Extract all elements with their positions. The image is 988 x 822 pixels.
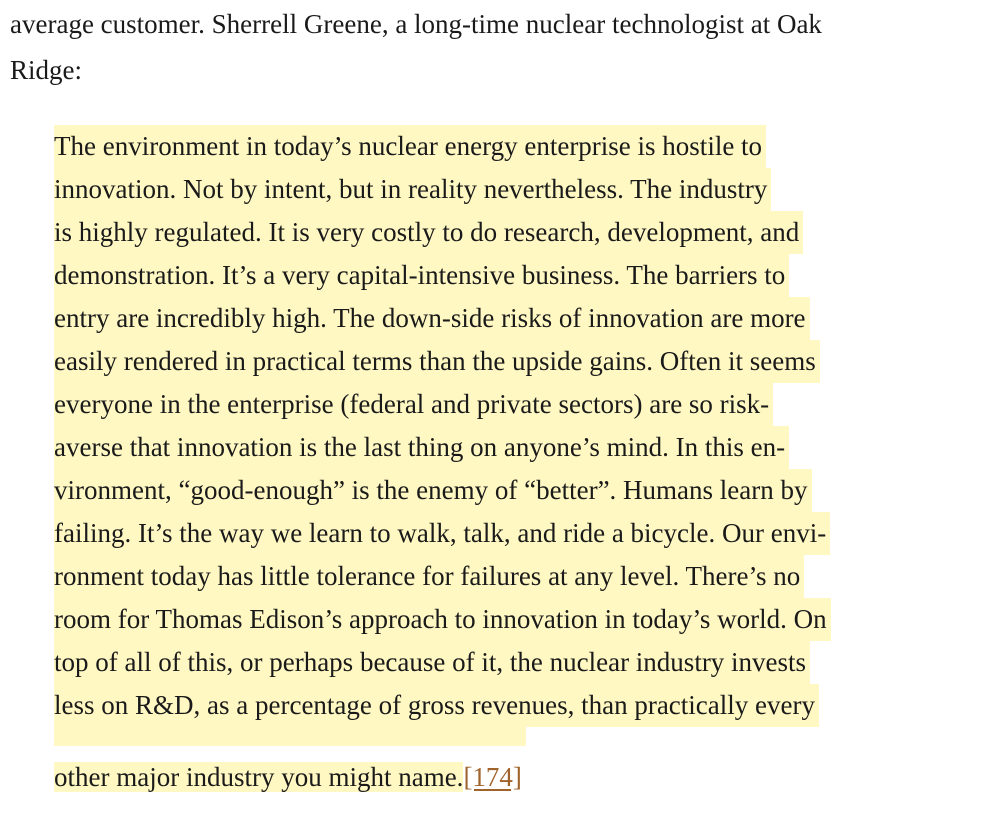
footnote-link[interactable]: [174] bbox=[463, 762, 522, 792]
quote-line: demonstration. It’s a very capital-intensive business. The barriers to bbox=[54, 254, 789, 297]
quote-line: innovation. Not by intent, but in reality nevertheless. The industry bbox=[54, 168, 771, 211]
quote-line: easily rendered in practical terms than the upside gains. Often it seems bbox=[54, 340, 820, 383]
quote-line: everyone in the enterprise (federal and private sectors) are so risk- bbox=[54, 383, 773, 426]
quote-line: is highly regulated. It is very costly to do research, development, and bbox=[54, 211, 803, 254]
quote-line: top of all of this, or perhaps because of it, the nuclear industry invests bbox=[54, 641, 810, 684]
quote-line: entry are incredibly high. The down-side risks of innovation are more bbox=[54, 297, 810, 340]
quote-line: failing. It’s the way we learn to walk, talk, and ride a bicycle. Our envi- bbox=[54, 512, 830, 555]
quote-last-line bbox=[54, 756, 526, 799]
quote-line: The environment in today’s nuclear energy enterprise is hostile to bbox=[54, 125, 766, 168]
intro-text-line-2: Ridge: bbox=[10, 55, 82, 85]
quote-line: less on R&D, as a percentage of gross revenues, than practically every bbox=[54, 684, 819, 727]
intro-text-line-1: average customer. Sherrell Greene, a long-time nuclear technologist at Oak bbox=[10, 9, 822, 39]
quote-line: averse that innovation is the last thing on anyone’s mind. In this en- bbox=[54, 426, 789, 469]
quote-line: ronment today has little tolerance for failures at any level. There’s no bbox=[54, 555, 804, 598]
quote-line: room for Thomas Edison’s approach to innovation in today’s world. On bbox=[54, 598, 831, 641]
quote-line: vironment, “good-enough” is the enemy of “better”. Humans learn by bbox=[54, 469, 812, 512]
quote-last-line-text: other major industry you might name. bbox=[54, 762, 464, 792]
highlight-gap bbox=[54, 720, 526, 746]
